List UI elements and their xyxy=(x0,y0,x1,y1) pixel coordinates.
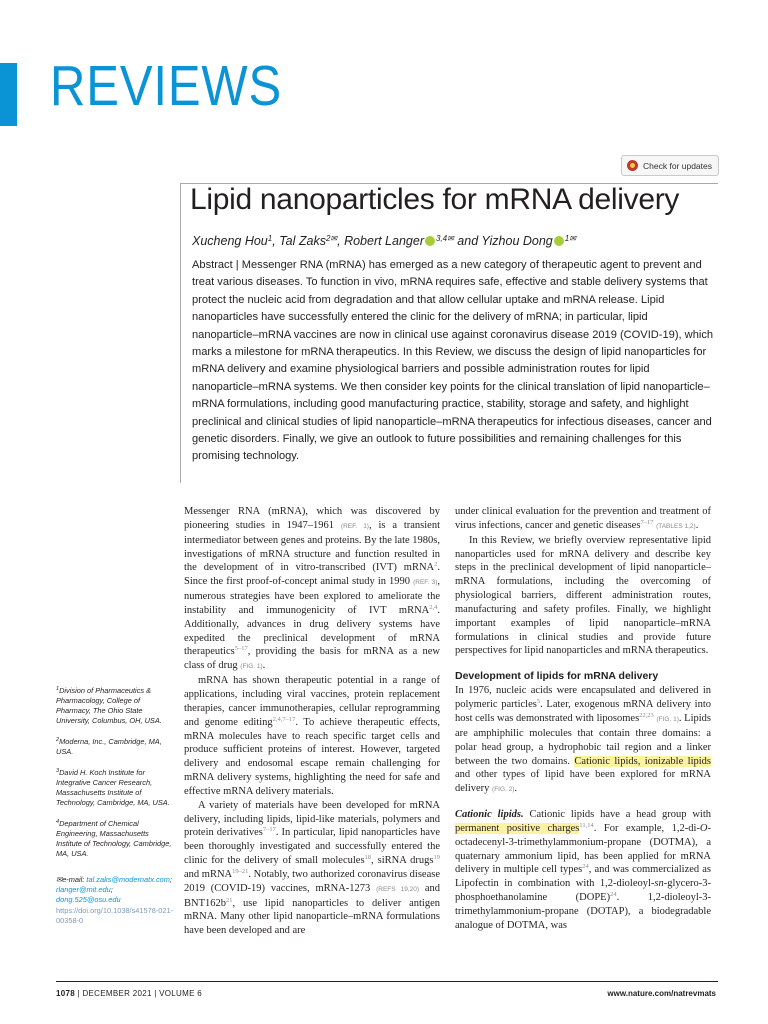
citation-superscript[interactable]: 19 xyxy=(433,854,440,862)
author-affiliation-marker: 1✉ xyxy=(564,234,576,243)
reference-link[interactable]: (REF. 3) xyxy=(413,579,438,587)
body-text: . Notably, two authorized coronavirus disease 2019 (COVID-19) vaccines, mRNA-1273 xyxy=(184,868,440,894)
author-affiliation-marker: 3,4✉ xyxy=(435,234,454,243)
affiliation-number: 4 xyxy=(56,819,60,825)
body-text: . Lipids are amphiphilic molecules that contain three domains: a polar head group, a hydrophobic tail region and a linker between the two domains. xyxy=(455,712,711,767)
highlighted-text: permanent positive charges xyxy=(455,822,580,834)
citation-superscript[interactable]: 24 xyxy=(610,891,617,899)
citation-superscript[interactable]: 2 xyxy=(434,561,438,569)
email-link[interactable]: dong.525@osu.edu xyxy=(56,895,121,904)
email-block: ✉e-mail: tal.zaks@modernatx.com; rlanger@mit.edu; dong.525@osu.edu xyxy=(56,875,172,904)
journal-accent-bar xyxy=(0,63,17,126)
figure-link[interactable]: (FIG. 1) xyxy=(656,715,679,723)
check-for-updates-button[interactable] xyxy=(621,155,719,176)
citation-superscript[interactable]: 24 xyxy=(582,863,589,871)
journal-section-label: REVIEWS xyxy=(50,54,283,118)
body-text-italic: O xyxy=(699,822,708,834)
body-text: Messenger RNA (mRNA), which was discovered by pioneering studies in 1947–1961 xyxy=(184,506,440,531)
footer-rule xyxy=(56,981,718,982)
body-text: . xyxy=(514,783,518,795)
citation-superscript[interactable]: 22,23 xyxy=(639,711,654,719)
orcid-icon[interactable] xyxy=(554,236,564,246)
body-text: . In particular, lipid nanoparticles have been thoroughly investigated and successfully entered the clinic for the delivery of small molecules xyxy=(184,827,440,867)
body-text: . Later, exogenous mRNA delivery into host cells was demonstrated with liposomes xyxy=(455,699,711,724)
body-text: -glycero-3-phosphoethanolamine (DOPE) xyxy=(455,878,711,904)
body-column-left xyxy=(184,505,440,938)
affiliation-text: Moderna, Inc., Cambridge, MA, USA. xyxy=(56,737,162,756)
citation-superscript[interactable]: 7–17 xyxy=(640,518,654,526)
body-text: . xyxy=(262,660,266,672)
body-text-italic: sn xyxy=(654,878,664,890)
citation-superscript[interactable]: 7–17 xyxy=(262,826,276,834)
body-text: , numerous strategies have been explored to ameliorate the instability and immunogenicity of IVT mRNA xyxy=(184,576,440,616)
affiliation-text: David H. Koch Institute for Integrative Cancer Research, Massachusetts Institute of Technology, Cambridge, MA, USA. xyxy=(56,768,170,807)
abstract-text: Abstract | Messenger RNA (mRNA) has emerged as a new category of therapeutic agent to prevent and treat various diseases. To function in vivo, mRNA requires safe, effective and stable delivery systems that protect the nucleic acid from degradation and that allow cellular uptake and mRNA release. Lipid nanoparticles have successfully entered the clinic for the delivery of mRNA; in particular, lipid nanoparticle–mRNA vaccines are now in clinical use against coronavirus disease 2019 (COVID-19), which marks a milestone for mRNA therapeutics. In this Review, we discuss the design of lipid nanoparticles for mRNA delivery and examine physiological barriers and possible administration routes for lipid nanoparticle–mRNA systems. We then consider key points for the clinical translation of lipid nanoparticle–mRNA formulations, including good manufacturing practice, stability, storage and safety, and highlight preclinical and clinical studies of lipid nanoparticle–mRNA therapeutics for infectious diseases, cancer and genetic disorders. Finally, we give an outlook to future possibilities and remaining challenges for this promising technology. xyxy=(192,259,714,463)
citation-superscript[interactable]: 5–17 xyxy=(234,645,248,653)
author-name: Tal Zaks xyxy=(279,234,326,248)
body-text: . To achieve therapeutic effects, mRNA molecules have to reach specific target cells and produce sufficient proteins of interest. However, targeted delivery and endosomal escape remain challenging for mRNA delivery systems, highlighting the need for safe and effective mRNA delivery materials. xyxy=(184,716,441,797)
reference-link[interactable]: (REF. 1) xyxy=(340,522,369,530)
body-paragraph: In this Review, we briefly overview representative lipid nanoparticles used for mRNA delivery and describe key steps in the preclinical development of lipid nanoparticle–mRNA formulations, including the overcoming of physiological barriers, different administration routes, manufacturing and safety profiles. Finally, we highlight important examples of lipid nanoparticle–mRNA formulations in clinical studies and provide future perspectives for lipid nanoparticles and mRNA therapeutics. xyxy=(455,534,711,657)
body-text: and other types of lipid have been explored for mRNA delivery xyxy=(455,769,711,795)
section-heading: Development of lipids for mRNA delivery xyxy=(455,670,659,683)
body-text: A variety of materials have been developed for mRNA delivery, including lipids, lipid-like materials, polymers and protein derivatives xyxy=(184,799,440,839)
email-link[interactable]: tal.zaks@modernatx.com xyxy=(86,875,170,884)
body-text: -octadecenyl-3-trimethylammonium-propane (DOTMA), a quaternary ammonium lipid, has been applied for mRNA delivery in multiple cell types xyxy=(455,822,712,876)
affiliation-item xyxy=(56,684,174,726)
body-text: mRNA has shown therapeutic potential in a range of applications, including viral vaccines, protein replacement therapies, cancer immunotherapies, cellular reprogramming and genome editing xyxy=(184,675,440,728)
author-conjunction: and xyxy=(457,234,479,248)
check-updates-icon xyxy=(627,160,638,171)
body-text: and mRNA xyxy=(184,868,233,880)
body-text: and BNT162b xyxy=(184,882,440,909)
check-updates-label: Check for updates xyxy=(643,160,712,171)
figure-link[interactable]: (FIG. 2) xyxy=(492,786,515,794)
affiliation-number: 1 xyxy=(56,686,60,692)
reference-link[interactable]: (REFS 19,20) xyxy=(376,885,420,893)
figure-link[interactable]: (FIG. 1) xyxy=(240,663,263,671)
citation-superscript[interactable]: 2,4 xyxy=(429,603,438,611)
footer-website-link[interactable]: www.nature.com/natrevmats xyxy=(607,989,716,998)
body-text: . For example, 1,2-di- xyxy=(593,822,700,834)
author-name: Robert Langer xyxy=(344,234,424,248)
citation-superscript[interactable]: 11,14 xyxy=(579,821,594,829)
highlighted-text: Cationic lipids, ionizable lipids xyxy=(574,755,711,767)
affiliation-text: Department of Chemical Engineering, Massachusetts Institute of Technology, Cambridge, MA, USA. xyxy=(56,819,172,858)
body-text: In 1976, nucleic acids were encapsulated and delivered in polymeric particles xyxy=(455,685,711,711)
author-affiliation-marker: 1 xyxy=(267,234,273,243)
citation-superscript[interactable]: 21 xyxy=(226,896,233,904)
body-paragraph xyxy=(184,674,440,799)
doi-link[interactable]: https://doi.org/10.1038/s41578-021-00358-0 xyxy=(56,906,174,925)
author-name: Xucheng Hou xyxy=(192,234,268,248)
body-text: , providing the basis for mRNA as a new class of drug xyxy=(184,646,440,672)
body-text: Cationic lipids have a head group with xyxy=(523,809,712,821)
body-column-right xyxy=(455,505,711,933)
footer-page-info: 1078 | DECEMBER 2021 | VOLUME 6 xyxy=(56,989,202,998)
article-title: Lipid nanoparticles for mRNA delivery xyxy=(190,183,680,216)
email-link[interactable]: rlanger@mit.edu xyxy=(56,885,111,894)
affiliation-text: Division of Pharmaceutics & Pharmacology, College of Pharmacy, The Ohio State University, Columbus, OH, USA. xyxy=(56,686,162,725)
table-link[interactable]: (TABLES 1,2) xyxy=(656,522,696,530)
body-text: , is a transient intermediator between genes and proteins. By the late 1980s, investigations of mRNA structure and function resulted in the development of in vitro-transcribed (IVT) mRNA xyxy=(184,519,441,574)
issue-info: DECEMBER 2021 | VOLUME 6 xyxy=(82,989,202,998)
body-text: . Additionally, advances in drug delivery systems have expedited the preclinical development of mRNA therapeutics xyxy=(184,604,440,658)
body-paragraph xyxy=(455,505,711,534)
citation-superscript[interactable]: 19–21 xyxy=(232,867,249,875)
author-name: Yizhou Dong xyxy=(481,234,553,248)
body-paragraph xyxy=(455,684,711,797)
body-text: , use lipid nanoparticles to deliver antigen mRNA. Many other lipid nanoparticle–mRNA formulations have been developed and are xyxy=(184,897,440,937)
email-label: ✉e-mail: xyxy=(56,875,87,884)
citation-superscript[interactable]: 18 xyxy=(364,854,372,862)
affiliation-item xyxy=(56,735,174,757)
affiliation-number: 3 xyxy=(56,768,60,774)
affiliation-item xyxy=(56,766,174,808)
body-paragraph xyxy=(184,505,440,674)
citation-superscript[interactable]: 2,4,7–17 xyxy=(272,715,296,723)
body-text: . Since the first proof-of-concept animal study in 1990 xyxy=(184,562,440,588)
author-list: Xucheng Hou$^1$, Tal Zaks$^{2✉}$, Robert Langer $^{3,4✉}$ and Yizhou Dong $^{1✉}$ xyxy=(192,234,576,248)
citation-superscript[interactable]: 5 xyxy=(536,698,541,706)
body-paragraph xyxy=(184,799,440,938)
affiliation-item xyxy=(56,817,174,859)
body-text: . 1,2-dioleoyl-3-trimethylammonium-propane (DOTAP), a biodegradable analogue of DOTMA, was xyxy=(455,892,711,931)
abstract xyxy=(192,257,716,466)
body-text: , and was commercialized as Lipofectin in combination with 1,2-dioleoyl- xyxy=(455,864,711,890)
body-text: . xyxy=(695,519,699,531)
page-number: 1078 xyxy=(56,989,75,998)
affiliation-number: 2 xyxy=(56,737,60,743)
subsection-lead-in: Cationic lipids. xyxy=(455,809,524,821)
affiliations-sidebar xyxy=(56,684,174,926)
body-text: under clinical evaluation for the prevention and treatment of virus infections, cancer and genetic diseases xyxy=(455,506,711,531)
author-affiliation-marker: 2✉ xyxy=(325,234,338,243)
title-rule-vertical xyxy=(180,183,181,483)
body-paragraph xyxy=(455,808,711,933)
orcid-icon[interactable] xyxy=(425,236,435,246)
body-text: , siRNA drugs xyxy=(371,855,434,867)
